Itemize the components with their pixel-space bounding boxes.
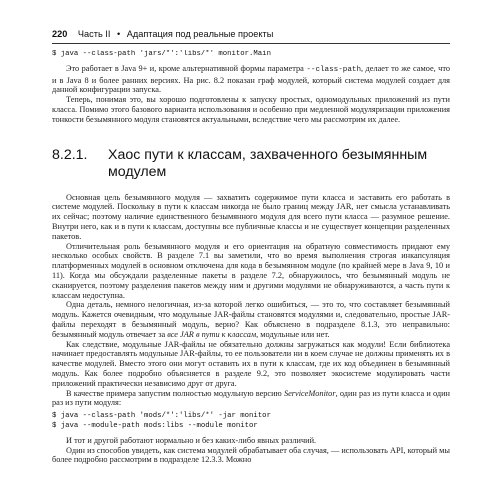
paragraph: Отличительная роль безымянного модуля и его ориентация на обратную совместимость придают ему несколько особых свойств. В разделе 7.1 вы заметили, что во время выполнения строгая инкапсуляция платформенных модулей в основном отключена для кода в безымянном модуле (по крайней мере в Java 9, 10 и 11). Когда мы обсуждали разделенные пакеты в разделе 7.2, обнаружилось, что безымянный модуль не сканируется, поэтому разделения пакетов между ним и другими модулями не обнаруживаются, а часть пути к классам недоступна. xyxy=(52,241,450,300)
section-number: 8.2.1. xyxy=(52,146,88,163)
code-block-line: $ java --class-path 'mods/*':'libs/*' -jar monitor xyxy=(52,412,271,421)
part-label: Часть II xyxy=(77,29,111,39)
emphasis: ServiceMonitor xyxy=(283,388,336,398)
emphasis: все JAR в пути к классам xyxy=(167,329,257,339)
section-title: Хаос пути к классам, захваченного безымянным модулем xyxy=(108,146,428,180)
code-block-classpath: $ java --class-path 'jars/*':'libs/*' monitor.Main xyxy=(52,50,271,58)
paragraph: Как следствие, модульные JAR-файлы не обязательно должны загружаться как модули! Если библиотека начинает предоставлять модульные JAR-файлы, то ее пользователи ни в коем случае не должны применять их в качестве модулей. Вместо этого они могут оставить их в пути к классам, где их код объединен в безымянный модуль. Как более подробно объясняется в разделе 9.2, это позволяет экосистеме модулировать части приложений практически независимо друг от друга. xyxy=(52,339,450,388)
paragraph: Теперь, понимая это, вы хорошо подготовлены к запуску простых, одномодульных приложений из пути класса. Помимо этого базового варианта использования и особенно при медленной модуляризации приложения тонкости безымянного модуля становятся актуальными, вследствие чего мы рассмотрим их далее. xyxy=(52,95,450,124)
header-bullet: • xyxy=(116,29,121,39)
paragraph: Один из способов увидеть, как система модулей обрабатывает оба случая, — использовать API, который мы более подробно рассмотрим в подразделе 12.3.3. Можно xyxy=(52,445,450,465)
part-title: Адаптация под реальные проекты xyxy=(126,29,274,39)
page-number: 220 xyxy=(52,29,68,39)
paragraph: И тот и другой работают нормально и без каких-либо явных различий. xyxy=(66,435,317,445)
inline-code: --class-path xyxy=(306,65,362,74)
paragraph: Это работает в Java 9+ и, кроме альтернативной формы параметра --class-path, делает то же самое, что и в Java 8 и более ранних версиях. На рис. 8.2 показан граф модулей, который система модулей создает для данной конфигурации запуска. xyxy=(52,63,450,95)
page-body xyxy=(52,50,450,490)
paragraph: В качестве примера запустим полностью модульную версию ServiceMonitor, один раз из пути класса и один раз из пути модуля: xyxy=(52,388,450,408)
header-rule xyxy=(52,43,450,44)
running-header xyxy=(52,29,450,43)
section-heading xyxy=(52,147,450,181)
paragraph: Основная цель безымянного модуля — захватить содержимое пути класса и заставить его работать в системе модулей. Поскольку в пути к классам никогда не было границ между JAR, нет смысла устанавливать их сейчас; поэтому наличие единственного безымянного модуля для всего пути класса — разумное решение. Внутри него, как и в пути к классам, доступны все публичные классы и не существует концепции разделенных пакетов. xyxy=(52,192,450,241)
paragraph: Одна деталь, немного нелогичная, из-за которой легко ошибиться, — это то, что составляет безымянный модуль. Кажется очевидным, что модульные JAR-файлы становятся модулями и, следовательно, простые JAR-файлы переходят в безымянный модуль, верно? Как объяснено в подразделе 8.1.3, это неправильно: безымянный модуль отвечает за все JAR в пути к классам, модульные или нет. xyxy=(52,300,450,339)
code-block-line: $ java --module-path mods:libs --module monitor xyxy=(52,421,258,430)
